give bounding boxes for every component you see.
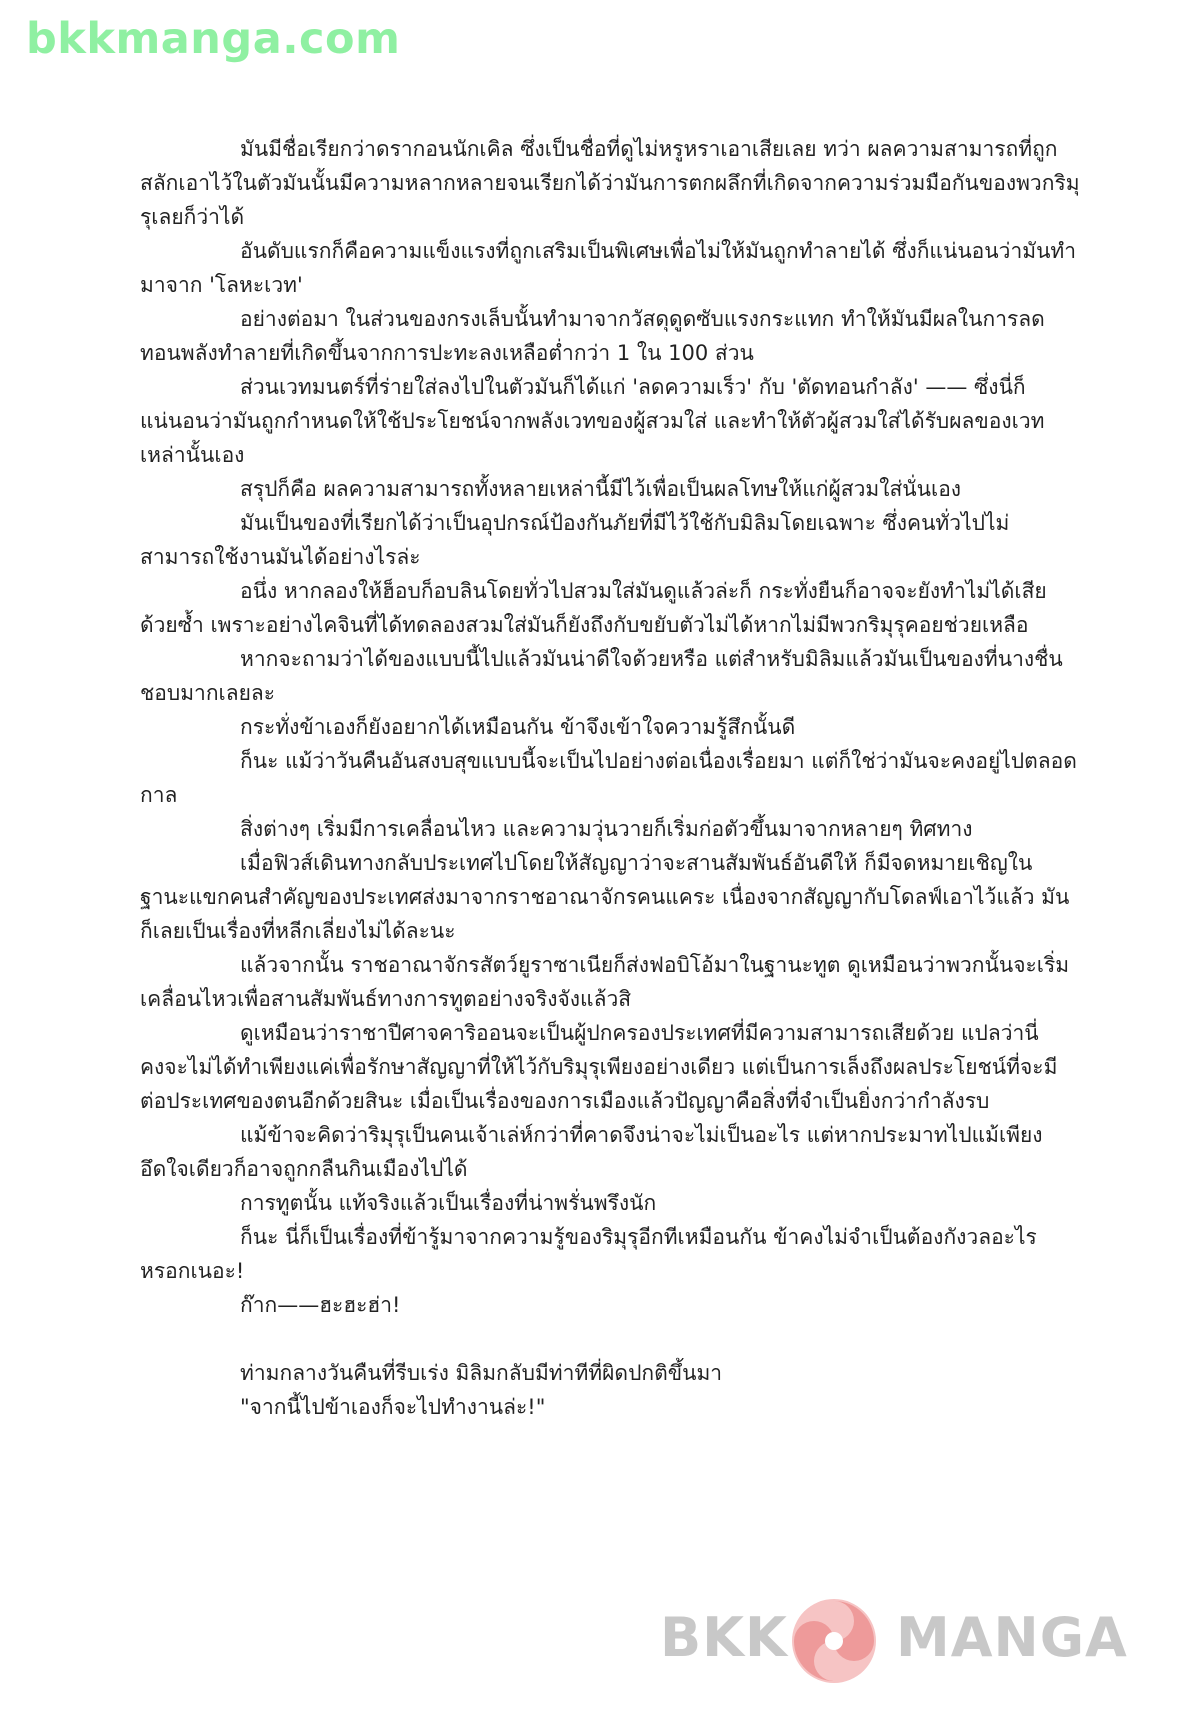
paragraph: อนึ่ง หากลองให้ฮ็อบก็อบลินโดยทั่วไปสวมใส่มันดูแล้วล่ะก็ กระทั่งยืนก็อาจจะยังทำไม่ได้เสียด้วยซ้ำ เพราะอย่างไคจินที่ได้ทดลองสวมใส่มันก็ยังถึงกับขยับตัวไม่ได้หากไม่มีพวกริมุรุคอยช่วยเหลือ [140, 579, 1047, 637]
paragraph: มันเป็นของที่เรียกได้ว่าเป็นอุปกรณ์ป้องกันภัยที่มีไว้ใช้กับมิลิมโดยเฉพาะ ซึ่งคนทั่วไปไม่สามารถใช้งานมันได้อย่างไรล่ะ [140, 511, 1010, 569]
paragraph: อันดับแรกก็คือความแข็งแรงที่ถูกเสริมเป็นพิเศษเพื่อไม่ให้มันถูกทำลายได้ ซึ่งก็แน่นอนว่ามันทำมาจาก 'โลหะเวท' [140, 239, 1077, 297]
paragraph: สิ่งต่างๆ เริ่มมีการเคลื่อนไหว และความวุ่นวายก็เริ่มก่อตัวขึ้นมาจากหลายๆ ทิศทาง [240, 817, 973, 841]
paragraph: มันมีชื่อเรียกว่าดรากอนนักเคิล ซึ่งเป็นชื่อที่ดูไม่หรูหราเอาเสียเลย ทว่า ผลความสามารถที่ถูกสลักเอาไว้ในตัวมันนั้นมีความหลากหลายจนเรียกได้ว่ามันการตกผลึกที่เกิดจากความร่วมมือกันของพวกริมุรุเลยก็ว่าได้ [140, 137, 1080, 229]
paragraph: อย่างต่อมา ในส่วนของกรงเล็บนั้นทำมาจากวัสดุดูดซับแรงกระแทก ทำให้มันมีผลในการลดทอนพลังทำลายที่เกิดขึ้นจากการปะทะลงเหลือต่ำกว่า 1 ใน 100 ส่วน [140, 307, 1045, 365]
logo-text-right: MANGA [896, 1606, 1128, 1669]
site-watermark: bkkmanga.com [26, 14, 401, 64]
paragraph: แม้ข้าจะคิดว่าริมุรุเป็นคนเจ้าเล่ห์กว่าที่คาดจึงน่าจะไม่เป็นอะไร แต่หากประมาทไปแม้เพียงอึดใจเดียวก็อาจถูกกลืนกินเมืองไปได้ [140, 1123, 1043, 1181]
paragraph: สรุปก็คือ ผลความสามารถทั้งหลายเหล่านี้มีไว้เพื่อเป็นผลโทษให้แก่ผู้สวมใส่นั่นเอง [240, 477, 962, 501]
paragraph: ส่วนเวทมนตร์ที่ร่ายใส่ลงไปในตัวมันก็ได้แก่ 'ลดความเร็ว' กับ 'ตัดทอนกำลัง' —— ซึ่งนี่ก็แน่นอนว่ามันถูกกำหนดให้ใช้ประโยชน์จากพลังเวทของผู้สวมใส่ และทำให้ตัวผู้สวมใส่ได้รับผลของเวทเหล่านั้นเอง [140, 375, 1045, 467]
novel-text-body [140, 132, 1080, 1424]
paragraph: กระทั่งข้าเองก็ยังอยากได้เหมือนกัน ข้าจึงเข้าใจความรู้สึกนั้นดี [240, 715, 796, 739]
paragraph: เมื่อฟิวส์เดินทางกลับประเทศไปโดยให้สัญญาว่าจะสานสัมพันธ์อันดีให้ ก็มีจดหมายเชิญในฐานะแขกคนสำคัญของประเทศส่งมาจากราชอาณาจักรคนแคระ เนื่องจากสัญญากับโดลฟ์เอาไว้แล้ว มันก็เลยเป็นเรื่องที่หลีกเลี่ยงไม่ได้ละนะ [140, 851, 1070, 943]
bkk-manga-logo [660, 1596, 1128, 1686]
paragraph: ก๊าก——ฮะฮะฮ่า! [240, 1293, 401, 1317]
paragraph: หากจะถามว่าได้ของแบบนี้ไปแล้วมันน่าดีใจด้วยหรือ แต่สำหรับมิลิมแล้วมันเป็นของที่นางชื่นชอบมากเลยละ [140, 647, 1063, 705]
paragraph: ก็นะ นี่ก็เป็นเรื่องที่ข้ารู้มาจากความรู้ของริมุรุอีกทีเหมือนกัน ข้าคงไม่จำเป็นต้องกังวลอะไรหรอกเนอะ! [140, 1225, 1037, 1283]
closing-paragraph: ท่ามกลางวันคืนที่รีบเร่ง มิลิมกลับมีท่าทีที่ผิดปกติขึ้นมา [240, 1361, 723, 1385]
closing-paragraph: "จากนี้ไปข้าเองก็จะไปทำงานล่ะ!" [240, 1395, 546, 1419]
paragraph: การทูตนั้น แท้จริงแล้วเป็นเรื่องที่น่าพรั่นพรึงนัก [240, 1191, 657, 1215]
tomoe-emblem-icon [778, 1596, 890, 1686]
paragraph: ดูเหมือนว่าราชาปีศาจคาริออนจะเป็นผู้ปกครองประเทศที่มีความสามารถเสียด้วย แปลว่านี่คงจะไม่ได้ทำเพียงแค่เพื่อรักษาสัญญาที่ให้ไว้กับริมุรุเพียงอย่างเดียว แต่เป็นการเล็งถึงผลประโยชน์ที่จะมีต่อประเทศของตนอีกด้วยสินะ เมื่อเป็นเรื่องของการเมืองแล้วปัญญาคือสิ่งที่จำเป็นยิ่งกว่ากำลังรบ [140, 1021, 1058, 1113]
section-break [140, 1322, 1080, 1356]
paragraph: ก็นะ แม้ว่าวันคืนอันสงบสุขแบบนี้จะเป็นไปอย่างต่อเนื่องเรื่อยมา แต่ก็ใช่ว่ามันจะคงอยู่ไปตลอดกาล [140, 749, 1077, 807]
logo-text-left: BKK [660, 1606, 788, 1669]
paragraph: แล้วจากนั้น ราชอาณาจักรสัตว์ยูราซาเนียก็ส่งฟอบิโอ้มาในฐานะทูต ดูเหมือนว่าพวกนั้นจะเริ่มเคลื่อนไหวเพื่อสานสัมพันธ์ทางการทูตอย่างจริงจังแล้วสิ [140, 953, 1070, 1011]
